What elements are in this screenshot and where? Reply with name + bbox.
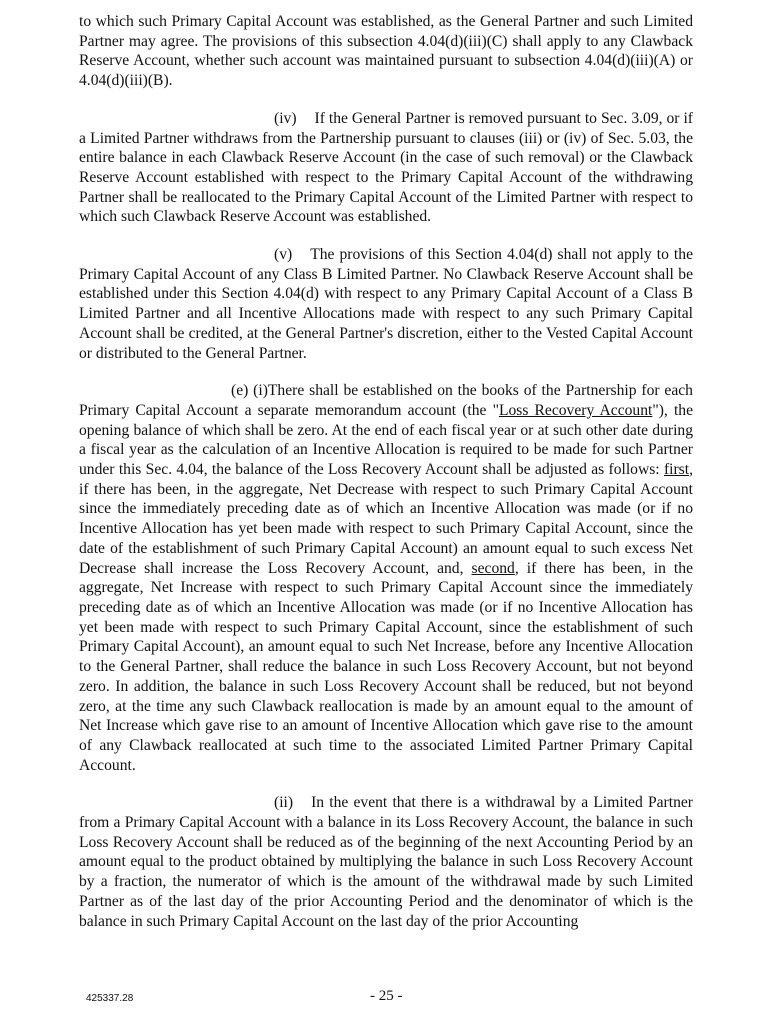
clause-text: , if there has been, in the aggregate, Net Increase with respect to such Primary Capital Account since the immediately preceding date as of which an Incentive Allocation was made (or if no Incentive Allocation has yet been made with respect to such Primary Capital Account, since the establishment of such Primary Capital Account), an amount equal to such Net Increase, before any Incentive Allocation to the General Partner, shall reduce the balance in such Loss Recovery Account, but not beyond zero. In addition, the balance in such Loss Recovery Account shall be reduced, but not beyond zero, at the time any such Clawback reallocation is made by an amount equal to the amount of Net Increase which gave rise to an amount of Incentive Allocation which gave rise to the amount of any Clawback reallocated at such time to the associated Limited Partner Primary Capital Account. [79, 559, 693, 774]
paragraph-continuation: to which such Primary Capital Account was established, as the General Partner and such Limited Partner may agree. The provisions of this subsection 4.04(d)(iii)(C) shall apply to any Clawback Reserve Account, whether such account was maintained pursuant to subsection 4.04(d)(iii)(A) or 4.04(d)(iii)(B). [79, 13, 693, 90]
paragraph-e-i [79, 381, 693, 775]
clause-text: , if there has been, in the aggregate, Net Decrease with respect to such Primary Capital Account since the immediately preceding date as of which an Incentive Allocation was made (or if no Incentive Allocation has yet been made with respect to such Primary Capital Account, since the date of the establishment of such Primary Capital Account) an amount equal to such excess Net Decrease shall increase the Loss Recovery Account, and, [79, 461, 693, 577]
paragraph-ii [79, 793, 693, 931]
clause-label: (ii) [274, 794, 294, 812]
clause-text: In the event that there is a withdrawal by a Limited Partner from a Primary Capital Account with a balance in its Loss Recovery Account, the balance in such Loss Recovery Account shall be reduced as of the beginning of the next Accounting Period by an amount equal to the product obtained by multiplying the balance in such Loss Recovery Account by a fraction, the numerator of which is the amount of the withdrawal made by such Limited Partner as of the last day of the prior Accounting Period and the denominator of which is the balance in such Primary Capital Account on the last day of the prior Accounting [79, 794, 693, 930]
document-id: 425337.28 [86, 993, 134, 1004]
document-page [79, 12, 693, 949]
page-number: - 25 - [370, 988, 403, 1004]
clause-text: If the General Partner is removed pursuant to Sec. 3.09, or if a Limited Partner withdraws from the Partnership pursuant to clauses (iii) or (iv) of Sec. 5.03, the entire balance in each Clawback Reserve Account (in the case of such removal) or the Clawback Reserve Account established with respect to the Primary Capital Account of the withdrawing Partner shall be reallocated to the Primary Capital Account of the Limited Partner with respect to which such Clawback Reserve Account was established. [79, 109, 693, 226]
clause-text: There shall be established on the books of the Partnership for each Primary Capital Account a separate memorandum account (the " [79, 382, 693, 419]
ordinal-second: second [471, 559, 515, 577]
ordinal-first: first [663, 461, 690, 479]
clause-label: (iv) [274, 109, 297, 127]
clause-text: "), the opening balance of which shall be zero. At the end of each fiscal year or at such other date during a fiscal year as the calculation of an Incentive Allocation is required to be made for such Partner under this Sec. 4.04, the balance of the Loss Recovery Account shall be adjusted as follows: [79, 401, 693, 479]
paragraph-iv [79, 109, 693, 227]
clause-label: (v) [274, 246, 293, 264]
clause-text: The provisions of this Section 4.04(d) shall not apply to the Primary Capital Account of any Class B Limited Partner. No Clawback Reserve Account shall be established under this Section 4.04(d) with respect to any Primary Capital Account of a Class B Limited Partner and all Incentive Allocations made with respect to any such Primary Capital Account shall be credited, at the General Partner's discretion, either to the Vested Capital Account or distributed to the General Partner. [79, 246, 693, 362]
clause-label: (e) (i) [231, 382, 268, 400]
defined-term: Loss Recovery Account [498, 401, 653, 419]
paragraph-v [79, 245, 693, 363]
